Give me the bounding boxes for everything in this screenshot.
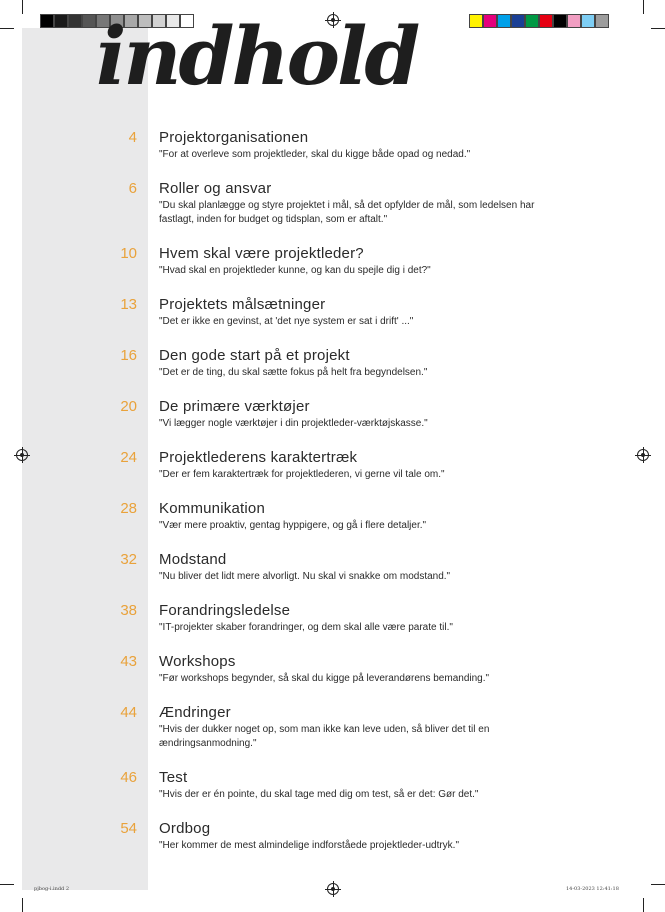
toc-quote: "Nu bliver det lidt mere alvorligt. Nu skal vi snakke om modstand." <box>159 571 451 582</box>
toc-entry[interactable] <box>0 129 665 162</box>
toc-entry[interactable] <box>0 653 665 686</box>
crop-mark <box>0 884 14 885</box>
toc-quote: "For at overleve som projektleder, skal du kigge både opad og nedad." <box>159 149 471 160</box>
color-swatch <box>525 14 539 28</box>
toc-entry[interactable] <box>0 602 665 635</box>
toc-quote: "Hvis der dukker noget op, som man ikke kan leve uden, så bliver det til en ændringsanmodning." <box>159 724 490 749</box>
color-swatch <box>553 14 567 28</box>
color-swatch <box>511 14 525 28</box>
toc-quote: "Der er fem karaktertræk for projektlederen, vi gerne vil tale om." <box>159 469 445 480</box>
toc-page-number: 38 <box>120 602 137 619</box>
toc-title: Den gode start på et projekt <box>159 347 350 364</box>
slug-date: 14-03-2023 12:41:18 <box>566 886 619 892</box>
color-swatch <box>567 14 581 28</box>
toc-quote: "Hvad skal en projektleder kunne, og kan du spejle dig i det?" <box>159 265 431 276</box>
crop-mark <box>22 898 23 912</box>
crop-mark <box>651 884 665 885</box>
toc-entry[interactable] <box>0 296 665 329</box>
toc-entry[interactable] <box>0 180 665 227</box>
toc-entry[interactable] <box>0 245 665 278</box>
toc-quote: "IT-projekter skaber forandringer, og dem skal alle være parate til." <box>159 622 453 633</box>
toc-title: Roller og ansvar <box>159 180 272 197</box>
color-swatch <box>581 14 595 28</box>
toc-title: Kommunikation <box>159 500 265 517</box>
toc-title: Workshops <box>159 653 236 670</box>
toc-entry[interactable] <box>0 704 665 751</box>
color-swatch <box>483 14 497 28</box>
toc-page-number: 46 <box>120 769 137 786</box>
gray-swatch <box>68 14 82 28</box>
crop-mark <box>643 898 644 912</box>
toc-title: Ordbog <box>159 820 211 837</box>
toc-title: Projektlederens karaktertræk <box>159 449 358 466</box>
toc-quote: "Det er ikke en gevinst, at 'det nye system er sat i drift' ..." <box>159 316 414 327</box>
gray-swatch <box>40 14 54 28</box>
toc-page-number: 32 <box>120 551 137 568</box>
toc-title: Hvem skal være projektleder? <box>159 245 364 262</box>
table-of-contents <box>0 129 665 871</box>
toc-quote: "Det er de ting, du skal sætte fokus på helt fra begyndelsen." <box>159 367 428 378</box>
toc-title: Projektets målsætninger <box>159 296 326 313</box>
toc-page-number: 24 <box>120 449 137 466</box>
toc-page-number: 54 <box>120 820 137 837</box>
color-swatch <box>469 14 483 28</box>
toc-quote: "Hvis der er én pointe, du skal tage med dig om test, så er det: Gør det." <box>159 789 479 800</box>
gray-swatch <box>54 14 68 28</box>
color-swatch-bar <box>469 14 609 28</box>
crop-mark <box>643 0 644 14</box>
toc-entry[interactable] <box>0 347 665 380</box>
toc-page-number: 16 <box>120 347 137 364</box>
toc-title: Projektorganisationen <box>159 129 309 146</box>
toc-quote: "Vær mere proaktiv, gentag hyppigere, og gå i flere detaljer." <box>159 520 427 531</box>
registration-mark-icon <box>327 883 339 895</box>
toc-page-number: 4 <box>128 129 137 146</box>
toc-entry[interactable] <box>0 398 665 431</box>
crop-mark <box>0 28 14 29</box>
toc-page-number: 6 <box>128 180 137 197</box>
toc-page-number: 13 <box>120 296 137 313</box>
toc-title: Forandringsledelse <box>159 602 291 619</box>
crop-mark <box>22 0 23 14</box>
slug-file: pjbog-i.indd 2 <box>34 886 70 892</box>
toc-page-number: 20 <box>120 398 137 415</box>
toc-title: Ændringer <box>159 704 231 721</box>
toc-quote: "Du skal planlægge og styre projektet i mål, så det opfylder de mål, som ledelsen har fastlagt, inden for budget og tidsplan, som er aftalt." <box>159 200 535 225</box>
crop-mark <box>651 28 665 29</box>
toc-quote: "Før workshops begynder, så skal du kigge på leverandørens bemanding." <box>159 673 490 684</box>
toc-title: De primære værktøjer <box>159 398 310 415</box>
color-swatch <box>595 14 609 28</box>
toc-entry[interactable] <box>0 769 665 802</box>
toc-page-number: 43 <box>120 653 137 670</box>
color-swatch <box>497 14 511 28</box>
toc-entry[interactable] <box>0 449 665 482</box>
toc-page-number: 44 <box>120 704 137 721</box>
toc-title: Modstand <box>159 551 227 568</box>
page-title: indhold <box>96 9 418 103</box>
toc-title: Test <box>159 769 188 786</box>
toc-entry[interactable] <box>0 820 665 853</box>
toc-page-number: 10 <box>120 245 137 262</box>
toc-quote: "Her kommer de mest almindelige indforståede projektleder-udtryk." <box>159 840 460 851</box>
toc-page-number: 28 <box>120 500 137 517</box>
color-swatch <box>539 14 553 28</box>
toc-entry[interactable] <box>0 551 665 584</box>
toc-quote: "Vi lægger nogle værktøjer i din projektleder-værktøjskasse." <box>159 418 428 429</box>
gray-swatch <box>82 14 96 28</box>
toc-entry[interactable] <box>0 500 665 533</box>
